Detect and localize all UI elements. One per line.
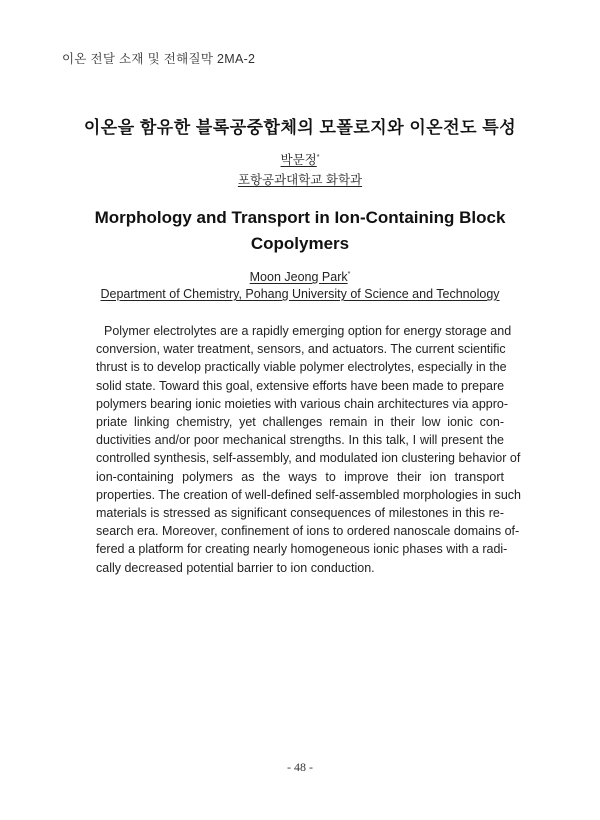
english-author-mark: * — [347, 270, 351, 278]
abstract-line: fered a platform for creating nearly homogeneous ionic phases with a radi- — [96, 542, 508, 557]
session-header: 이온 전달 소재 및 전해질막 2MA-2 — [62, 52, 256, 66]
abstract-line: controlled synthesis, self-assembly, and modulated ion clustering behavior of — [96, 451, 521, 466]
page-number: - 48 - — [287, 760, 313, 774]
abstract-line: ductivities and/or poor mechanical strengths. In this talk, I will present the — [96, 433, 504, 448]
abstract-line: properties. The creation of well-defined self-assembled morphologies in such — [96, 487, 521, 502]
abstract-line: materials is stressed as significant consequences of milestones in this re- — [96, 506, 504, 521]
english-affiliation-block — [0, 287, 600, 301]
korean-title: 이온을 함유한 블록공중합체의 모폴로지와 이온전도 특성 — [83, 118, 517, 137]
abstract-line: Polymer electrolytes are a rapidly emerging option for energy storage and — [104, 324, 512, 338]
english-title — [0, 205, 600, 257]
abstract-line: ion-containing polymers as the ways to improve their ion transport — [96, 469, 504, 484]
korean-affiliation-block — [0, 170, 600, 188]
english-title-line-1: Morphology and Transport in Ion-Containing Block — [94, 208, 506, 227]
korean-author-block — [0, 150, 600, 168]
english-affiliation: Department of Chemistry, Pohang University of Science and Technology — [100, 287, 500, 301]
english-author-name: Moon Jeong Park — [249, 270, 348, 284]
korean-author-name: 박문정 — [280, 153, 317, 167]
abstract-line: priate linking chemistry, yet challenges remain in their low ionic con- — [96, 415, 504, 430]
english-title-line-2: Copolymers — [250, 234, 350, 253]
korean-author-mark: * — [316, 153, 320, 161]
abstract-line: thrust is to develop practically viable polymer electrolytes, especially in the — [96, 360, 507, 375]
abstract-line: search era. Moreover, confinement of ions to ordered nanoscale domains of- — [96, 524, 520, 539]
english-author-block — [0, 270, 600, 284]
abstract-line: polymers bearing ionic moieties with various chain architectures via appro- — [96, 396, 508, 411]
abstract-line: solid state. Toward this goal, extensive efforts have been made to prepare — [96, 378, 505, 393]
korean-affiliation: 포항공과대학교 화학과 — [237, 173, 363, 187]
abstract-body — [96, 322, 521, 577]
abstract-line: cally decreased potential barrier to ion conduction. — [96, 560, 375, 575]
abstract-line: conversion, water treatment, sensors, and actuators. The current scientific — [96, 342, 506, 357]
